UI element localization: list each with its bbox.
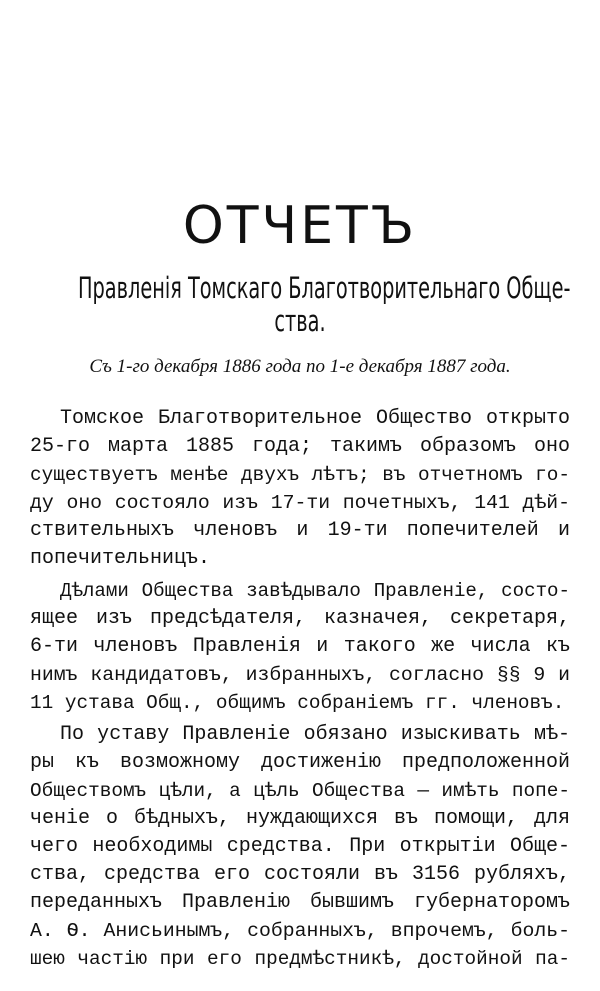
- text-line: Обществомъ цѣли, а цѣль Общества — имѣть попе-: [30, 780, 570, 802]
- report-title: ОТЧЕТЪ: [182, 196, 418, 256]
- text-line: ры къ возможному достиженію предположенной: [30, 751, 570, 774]
- text-line: 11 устава Общ., общимъ собраніемъ гг. членовъ.: [30, 692, 565, 714]
- text-line: ствительныхъ членовъ и 19-ти попечителей и: [30, 519, 570, 542]
- text-line: ящее изъ предсѣдателя, казначея, секретаря,: [30, 607, 570, 630]
- text-line: 6-ти членовъ Правленія и такого же числа къ: [30, 635, 570, 658]
- text-line: По уставу Правленіе обязано изыскивать мѣ-: [60, 723, 570, 746]
- text-line: существуетъ менѣе двухъ лѣтъ; въ отчетномъ го-: [30, 464, 570, 486]
- text-line: шею частію при его предмѣстникѣ, достойной па-: [30, 948, 570, 970]
- text-line: чего необходимы средства. При открытіи Обще-: [30, 835, 570, 858]
- text-line: А. Ѳ. Анисьинымъ, собранныхъ, впрочемъ, боль-: [30, 920, 570, 942]
- text-line: ченіе о бѣдныхъ, нуждающихся въ помощи, для: [30, 807, 570, 830]
- text-line: переданныхъ Правленію бывшимъ губернаторомъ: [30, 891, 570, 914]
- text-line: нимъ кандидатовъ, избранныхъ, согласно §§ 9 и: [30, 664, 570, 686]
- paragraph-3: [30, 721, 570, 973]
- paragraph-2: [30, 577, 570, 717]
- text-line: ства, средства его состояли въ 3156 рубляхъ,: [30, 863, 570, 886]
- text-line: Дѣлами Общества завѣдывало Правленіе, состо-: [60, 580, 570, 602]
- text-line: 25-го марта 1885 года; такимъ образомъ оно: [30, 435, 570, 458]
- text-line: Томское Благотворительное Общество открыто: [60, 407, 570, 430]
- subtitle-line: Правленія Томскаго Благотворительнаго Обще-: [78, 271, 571, 305]
- report-body: [30, 405, 570, 977]
- subtitle-line: ства.: [274, 304, 326, 338]
- report-period: Съ 1-го декабря 1886 года по 1-е декабря 1887 года.: [89, 356, 511, 377]
- text-line: попечительницъ.: [30, 547, 211, 570]
- report-subtitle: [0, 272, 600, 338]
- text-line: ду оно состояло изъ 17-ти почетныхъ, 141 дѣй-: [30, 492, 570, 514]
- paragraph-1: [30, 405, 570, 573]
